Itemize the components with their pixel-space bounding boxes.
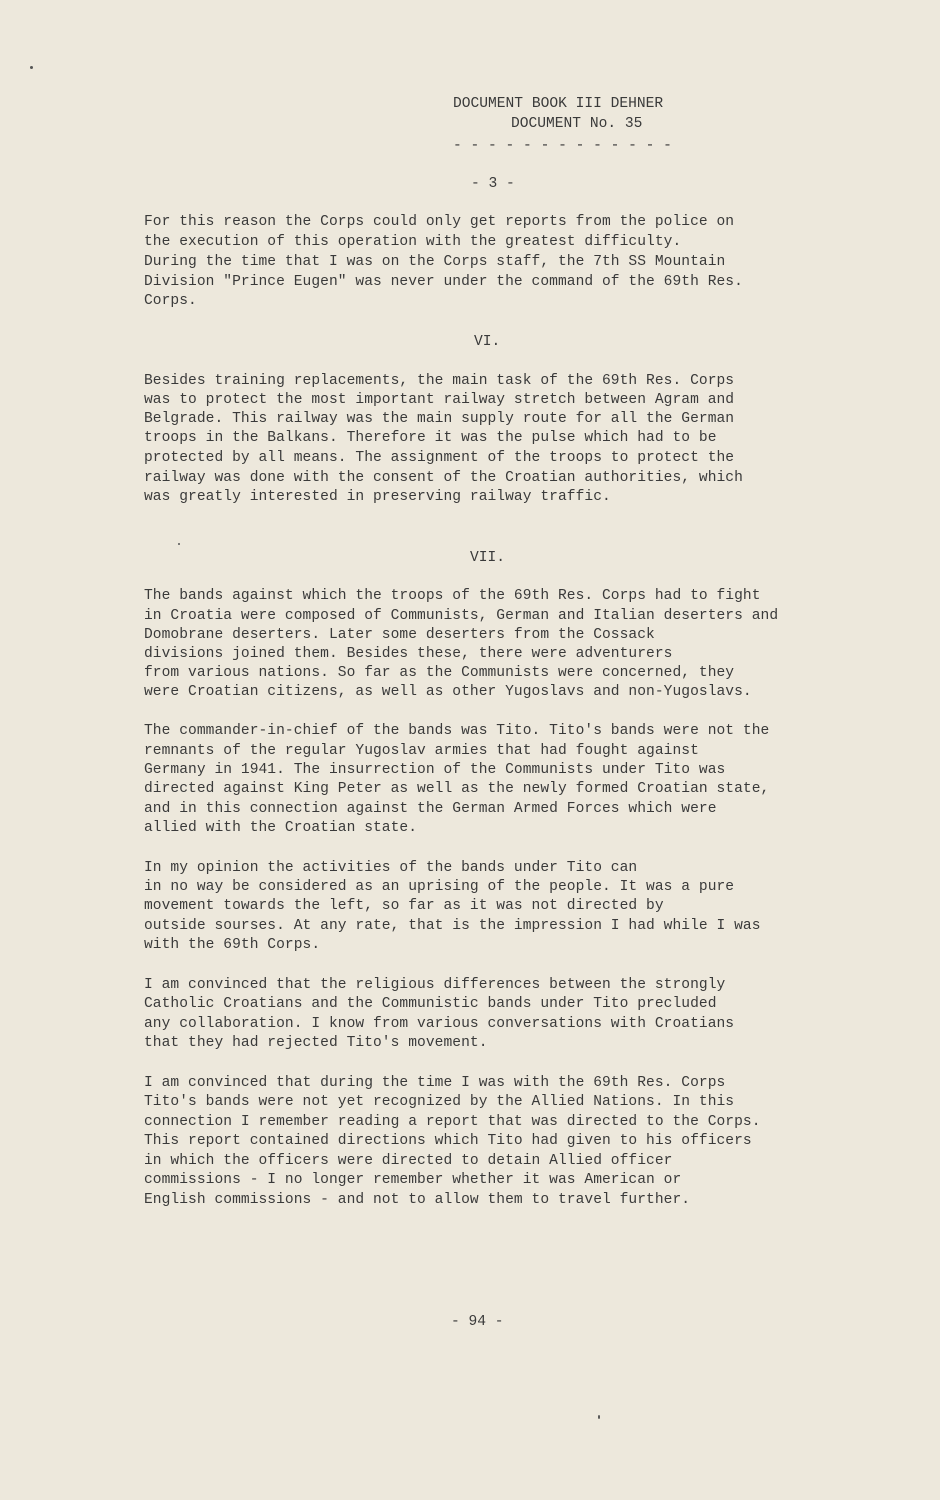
header-rule: - - - - - - - - - - - - - <box>453 138 672 154</box>
paper-speck <box>30 66 33 69</box>
document-book-title: DOCUMENT BOOK III DEHNER <box>453 96 664 112</box>
paragraph-4-line: and in this connection against the German Armed Forces which were <box>144 801 717 817</box>
paragraph-5-line: in no way be considered as an uprising of the people. It was a pure <box>144 879 735 895</box>
paragraph-6-line: I am convinced that the religious differences between the strongly <box>144 977 726 993</box>
paragraph-7-line: Tito's bands were not yet recognized by the Allied Nations. In this <box>144 1094 735 1110</box>
paragraph-5-line: outside sourses. At any rate, that is the impression I had while I was <box>144 918 761 934</box>
paragraph-2-line: was greatly interested in preserving railway traffic. <box>144 489 611 505</box>
paragraph-4-line: Germany in 1941. The insurrection of the Communists under Tito was <box>144 762 726 778</box>
paragraph-3-line: in Croatia were composed of Communists, German and Italian deserters and <box>144 608 779 624</box>
paragraph-7-line: commissions - I no longer remember whether it was American or <box>144 1172 682 1188</box>
paragraph-6-line: that they had rejected Tito's movement. <box>144 1035 488 1051</box>
paragraph-7-line: English commissions - and not to allow them to travel further. <box>144 1192 691 1208</box>
paragraph-1-line: Division "Prince Eugen" was never under the command of the 69th Res. <box>144 274 743 290</box>
paragraph-4-line: The commander-in-chief of the bands was Tito. Tito's bands were not the <box>144 723 770 739</box>
paper-speck <box>178 543 180 545</box>
paragraph-6-line: any collaboration. I know from various conversations with Croatians <box>144 1016 735 1032</box>
page-number: - 94 - <box>451 1314 504 1330</box>
paragraph-3-line: divisions joined them. Besides these, there were adventurers <box>144 646 673 662</box>
paragraph-3-line: from various nations. So far as the Communists were concerned, they <box>144 665 735 681</box>
paragraph-3-line: The bands against which the troops of the 69th Res. Corps had to fight <box>144 588 761 604</box>
paragraph-4-line: remnants of the regular Yugoslav armies that had fought against <box>144 743 699 759</box>
paragraph-7-line: I am convinced that during the time I was with the 69th Res. Corps <box>144 1075 726 1091</box>
paragraph-5-line: with the 69th Corps. <box>144 937 321 953</box>
paragraph-5-line: In my opinion the activities of the bands under Tito can <box>144 860 638 876</box>
page-marker: - 3 - <box>471 176 515 192</box>
section-heading-vi: VI. <box>474 334 501 350</box>
paragraph-2-line: Belgrade. This railway was the main supply route for all the German <box>144 411 735 427</box>
paragraph-1-line: For this reason the Corps could only get reports from the police on <box>144 214 735 230</box>
paragraph-1-line: During the time that I was on the Corps staff, the 7th SS Mountain <box>144 254 726 270</box>
section-heading-vii: VII. <box>470 550 506 566</box>
paragraph-3-line: were Croatian citizens, as well as other Yugoslavs and non-Yugoslavs. <box>144 684 752 700</box>
paragraph-7-line: connection I remember reading a report that was directed to the Corps. <box>144 1114 761 1130</box>
paragraph-2-line: Besides training replacements, the main task of the 69th Res. Corps <box>144 373 735 389</box>
document-number: DOCUMENT No. 35 <box>511 116 643 132</box>
paragraph-7-line: This report contained directions which Tito had given to his officers <box>144 1133 752 1149</box>
paragraph-3-line: Domobrane deserters. Later some deserters from the Cossack <box>144 627 655 643</box>
paragraph-2-line: was to protect the most important railway stretch between Agram and <box>144 392 735 408</box>
paragraph-2-line: protected by all means. The assignment of the troops to protect the <box>144 450 735 466</box>
paragraph-6-line: Catholic Croatians and the Communistic bands under Tito precluded <box>144 996 717 1012</box>
paragraph-1-line: Corps. <box>144 293 197 309</box>
paragraph-5-line: movement towards the left, so far as it was not directed by <box>144 898 664 914</box>
paragraph-4-line: directed against King Peter as well as the newly formed Croatian state, <box>144 781 770 797</box>
paragraph-4-line: allied with the Croatian state. <box>144 820 418 836</box>
paper-speck <box>598 1415 600 1419</box>
paragraph-7-line: in which the officers were directed to detain Allied officer <box>144 1153 673 1169</box>
paragraph-1-line: the execution of this operation with the greatest difficulty. <box>144 234 682 250</box>
paragraph-2-line: railway was done with the consent of the Croatian authorities, which <box>144 470 743 486</box>
paragraph-2-line: troops in the Balkans. Therefore it was the pulse which had to be <box>144 430 717 446</box>
